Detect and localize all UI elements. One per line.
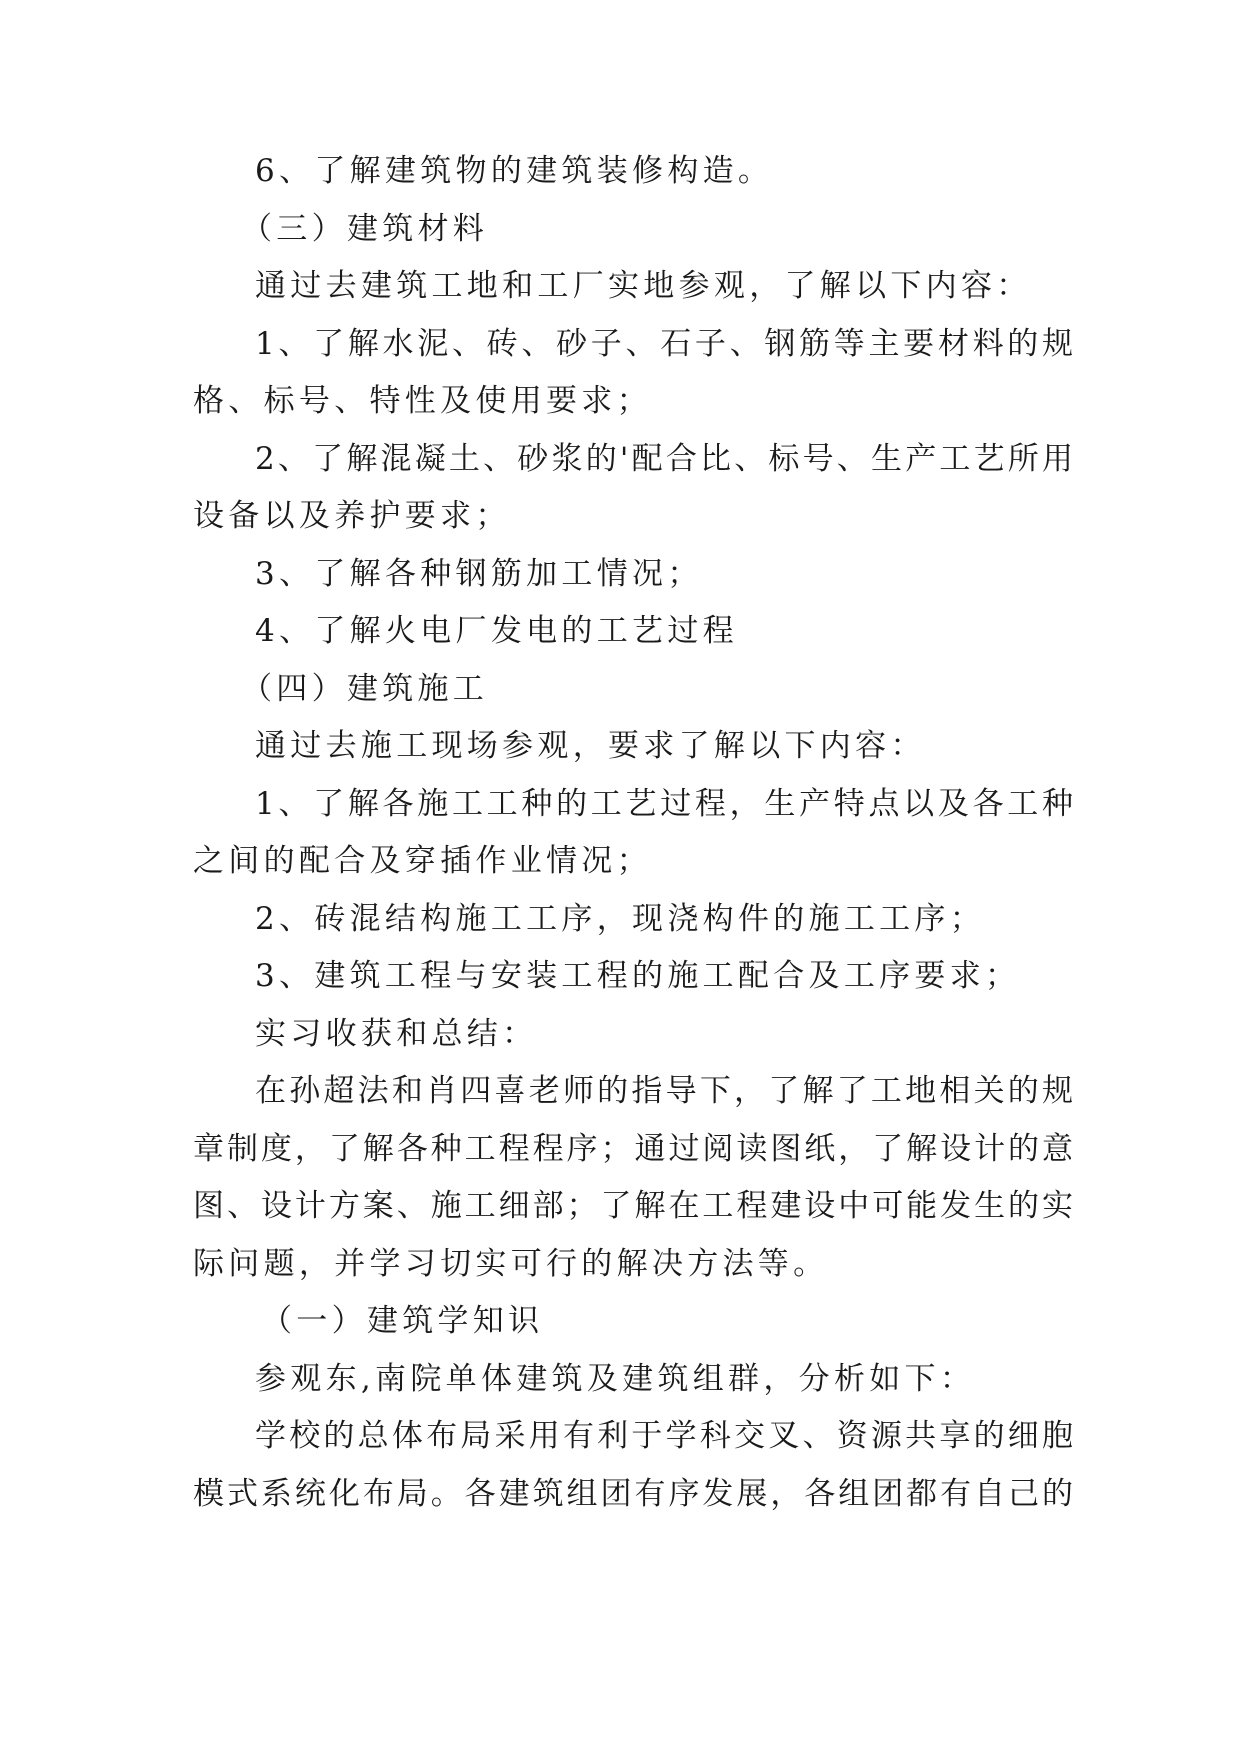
text-line-6: 2、了解混凝土、砂浆的'配合比、标号、生产工艺所用 bbox=[255, 441, 1073, 477]
text-line-18: 章制度，了解各种工程程序；通过阅读图纸，了解设计的意 bbox=[193, 1131, 1073, 1167]
text-line-7: 设备以及养护要求； bbox=[193, 498, 511, 534]
text-line-12: 1、了解各施工工种的工艺过程，生产特点以及各工种 bbox=[255, 786, 1073, 822]
text-line-11: 通过去施工现场参观，要求了解以下内容： bbox=[255, 728, 926, 764]
text-line-23: 学校的总体布局采用有利于学科交叉、资源共享的细胞 bbox=[255, 1418, 1073, 1454]
text-line-3: 通过去建筑工地和工厂实地参观，了解以下内容： bbox=[255, 268, 1032, 304]
text-line-13: 之间的配合及穿插作业情况； bbox=[193, 843, 652, 879]
text-line-24: 模式系统化布局。各建筑组团有序发展，各组团都有自己的 bbox=[193, 1476, 1073, 1512]
text-line-17: 在孙超法和肖四喜老师的指导下，了解了工地相关的规 bbox=[255, 1073, 1073, 1109]
text-line-15: 3、建筑工程与安装工程的施工配合及工序要求； bbox=[255, 958, 1021, 994]
text-line-9: 4、了解火电厂发电的工艺过程 bbox=[255, 613, 738, 649]
text-line-5: 格、标号、特性及使用要求； bbox=[193, 383, 652, 419]
text-line-20: 际问题，并学习切实可行的解决方法等。 bbox=[193, 1246, 829, 1282]
text-line-4: 1、了解水泥、砖、砂子、石子、钢筋等主要材料的规 bbox=[255, 326, 1073, 362]
text-line-14: 2、砖混结构施工工序，现浇构件的施工工序； bbox=[255, 901, 986, 937]
section-heading-materials: （三）建筑材料 bbox=[241, 211, 489, 247]
section-heading-construction: （四）建筑施工 bbox=[241, 671, 489, 707]
text-line-8: 3、了解各种钢筋加工情况； bbox=[255, 556, 703, 592]
text-line-22: 参观东,南院单体建筑及建筑组群，分析如下： bbox=[255, 1361, 976, 1397]
text-line-16: 实习收获和总结： bbox=[255, 1016, 538, 1052]
section-heading-architecture: （一）建筑学知识 bbox=[261, 1303, 544, 1339]
text-line-1: 6、了解建筑物的建筑装修构造。 bbox=[255, 153, 774, 189]
text-line-19: 图、设计方案、施工细部；了解在工程建设中可能发生的实 bbox=[193, 1188, 1073, 1224]
